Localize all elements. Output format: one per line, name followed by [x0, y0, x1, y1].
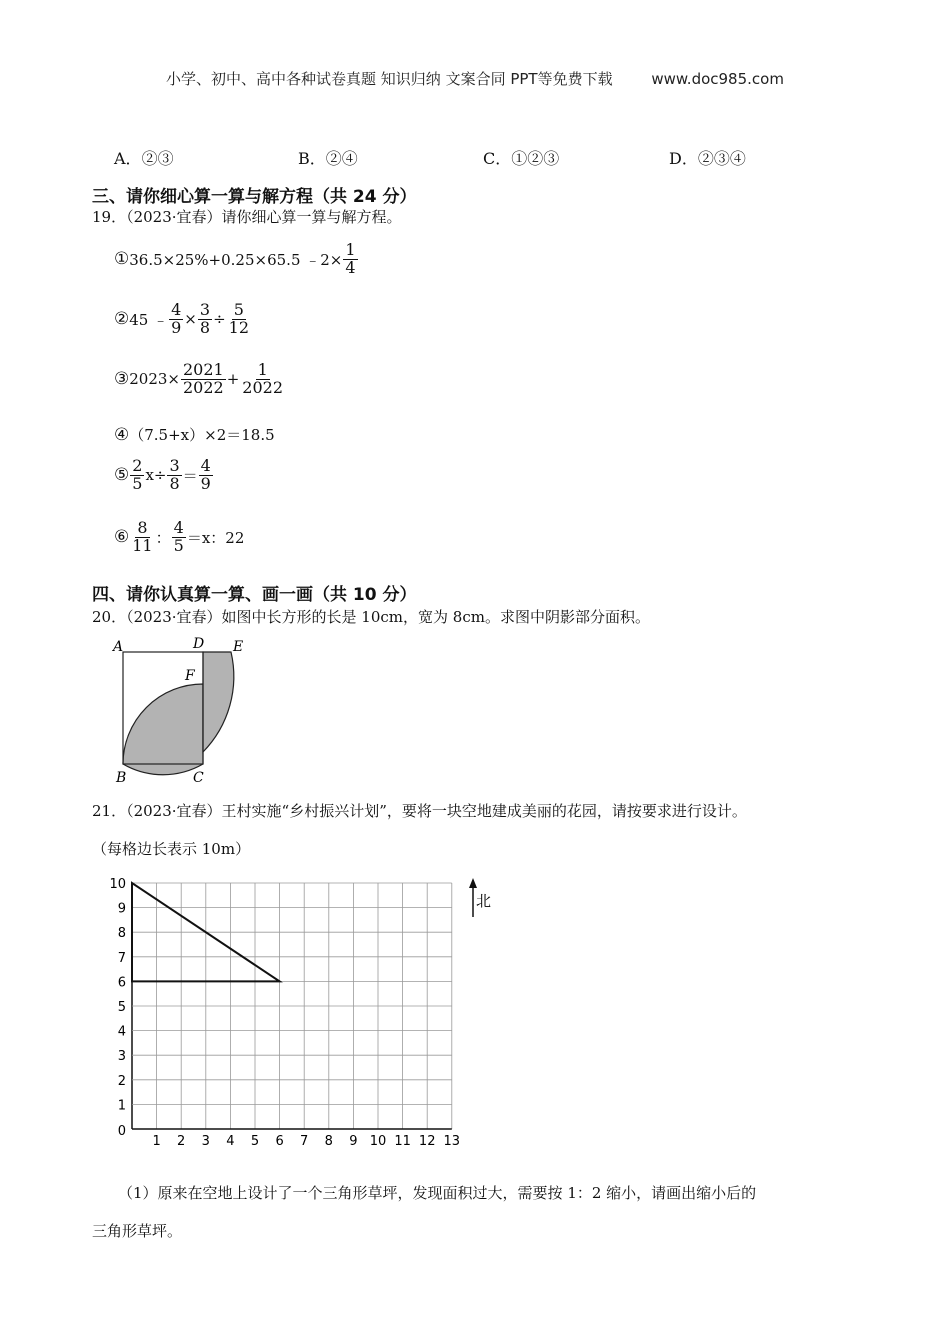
north-label: 北: [476, 892, 492, 910]
x-tick-label: 7: [300, 1134, 309, 1149]
y-tick-label: 9: [117, 901, 126, 917]
label-e: E: [233, 639, 244, 655]
section-4-title: 四、请你认真算一算、画一画（共 10 分）: [92, 585, 417, 605]
label-d: D: [193, 636, 205, 652]
x-tick-label: 4: [226, 1134, 235, 1149]
x-tick-label: 1: [152, 1134, 161, 1149]
fraction: $\frac{2}{5}$: [132, 456, 143, 493]
y-tick-label: 2: [117, 1073, 126, 1089]
fraction: $\frac{4}{9}$: [171, 300, 182, 337]
x-tick-label: 6: [275, 1134, 284, 1149]
q20-figure: [105, 634, 265, 790]
x-tick-label: 2: [177, 1134, 186, 1149]
fraction: $\frac{3}{8}$: [199, 300, 211, 337]
fraction: $\frac{5}{12}$: [228, 300, 249, 337]
fraction: $\frac{8}{11}$: [132, 518, 153, 555]
q21-part1-line1: （1）原来在空地上设计了一个三角形草坪，发现面积过大，需要按 1：2 缩小，请画出缩小后的: [118, 1184, 757, 1202]
label-c: C: [193, 770, 204, 786]
y-tick-label: 7: [117, 950, 126, 966]
header-site: www.doc985.com: [651, 70, 784, 88]
option-b: B．②④: [298, 149, 358, 168]
y-tick-label: 8: [117, 926, 126, 942]
x-tick-label: 8: [324, 1134, 333, 1149]
header-text: 小学、初中、高中各种试卷真题 知识归纳 文案合同 PPT等免费下载: [166, 70, 613, 88]
x-tick-label: 5: [250, 1134, 260, 1149]
fraction: $\frac{4}{9}$: [200, 456, 211, 493]
label-b: B: [116, 770, 127, 786]
q19-item-2: ② 45 ﹣ $\frac{4}{9}$ × $\frac{3}{8}$ ÷ $\frac{5}{12}$: [114, 300, 249, 337]
label-a: A: [113, 639, 124, 655]
q19-item-6: ⑥ $\frac{8}{11}$ ： $\frac{4}{5}$ ＝x：22: [114, 518, 245, 555]
y-tick-label: 1: [117, 1098, 126, 1114]
fraction: $\frac{3}{8}$: [169, 456, 180, 493]
q19-item-4: ④ （7.5+x）×2＝18.5: [114, 424, 275, 445]
north-arrow-icon: [469, 878, 477, 888]
q21-label: 21．（2023·宜春）王村实施“乡村振兴计划”，要将一块空地建成美丽的花园，请按要求进行设计。: [92, 802, 747, 820]
x-tick-label: 13: [443, 1134, 461, 1149]
q21-note: （每格边长表示 10m）: [92, 840, 251, 858]
fraction: $\frac{1}{4}$: [345, 240, 356, 277]
fraction: $\frac{2021}{2022}$: [183, 360, 224, 397]
option-d: D．②③④: [669, 149, 746, 168]
y-tick-label: 0: [117, 1124, 126, 1139]
y-tick-label: 3: [117, 1049, 126, 1065]
q19-item-3: ③ 2023× $\frac{2021}{2022}$ + $\frac{1}{2022}$: [114, 360, 284, 397]
y-tick-label: 10: [109, 877, 126, 892]
label-f: F: [185, 668, 195, 684]
x-tick-label: 3: [201, 1134, 210, 1149]
section-3-title: 三、请你细心算一算与解方程（共 24 分）: [92, 187, 417, 207]
option-c: C．①②③: [483, 149, 560, 168]
y-tick-label: 6: [117, 975, 126, 991]
q19-item-5: ⑤ $\frac{2}{5}$ x÷ $\frac{3}{8}$ ＝ $\frac{4}{9}$: [114, 456, 211, 493]
x-tick-label: 12: [418, 1134, 436, 1149]
y-tick-label: 5: [117, 1000, 126, 1015]
x-tick-label: 10: [369, 1134, 387, 1149]
shaded-lens: [123, 684, 203, 775]
q19-item-1: ① 36.5×25%+0.25×65.5 ﹣2× $\frac{1}{4}$: [114, 240, 356, 277]
q20-label: 20．（2023·宜春）如图中长方形的长是 10cm，宽为 8cm。求图中阴影部分面积。: [92, 608, 650, 626]
fraction: $\frac{1}{2022}$: [242, 360, 284, 397]
coordinate-grid: [100, 862, 500, 1152]
y-tick-label: 4: [117, 1024, 126, 1040]
page-header: [0, 68, 950, 89]
x-tick-label: 9: [349, 1134, 358, 1149]
q21-part1-line2: 三角形草坪。: [92, 1222, 183, 1240]
option-a: A．②③: [114, 149, 174, 168]
q19-label: 19．（2023·宜春）请你细心算一算与解方程。: [92, 208, 402, 226]
x-tick-label: 11: [394, 1134, 411, 1149]
fraction: $\frac{4}{5}$: [173, 518, 184, 555]
shaded-sector: [203, 652, 234, 752]
